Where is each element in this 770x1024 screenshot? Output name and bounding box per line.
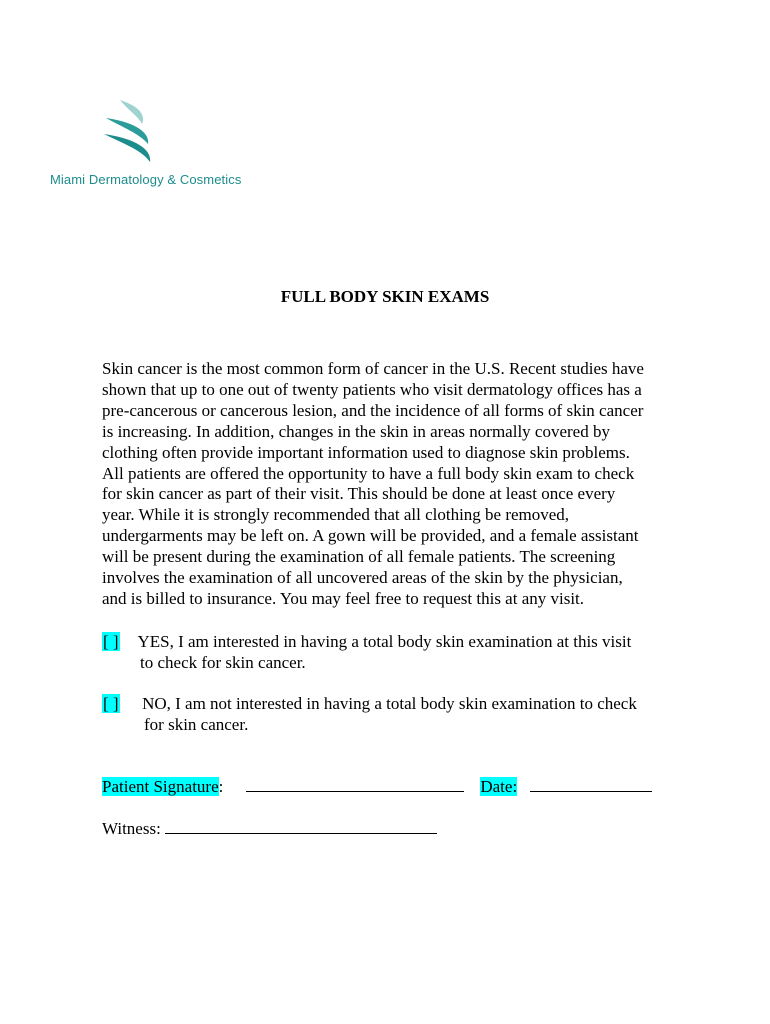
date-field[interactable] bbox=[530, 777, 652, 792]
no-option-text-cont: for skin cancer. bbox=[144, 715, 249, 734]
signature-row bbox=[102, 777, 652, 797]
yes-checkbox[interactable]: [ ] bbox=[103, 632, 119, 651]
paragraph-line: All patients are offered the opportunity to have a full body skin exam to check bbox=[102, 463, 635, 483]
paragraph-line: undergarments may be left on. A gown will be provided, and a female assistant bbox=[102, 526, 639, 546]
paragraph-line: Skin cancer is the most common form of cancer in the U.S. Recent studies have bbox=[102, 359, 644, 378]
paragraph-line: for skin cancer as part of their visit. This should be done at least once every bbox=[102, 484, 616, 504]
yes-option-text: YES, I am interested in having a total body skin examination at this visit bbox=[137, 632, 632, 651]
paragraph-line: will be present during the examination of all female patients. The screening bbox=[102, 547, 616, 567]
no-checkbox[interactable]: [ ] bbox=[103, 694, 119, 713]
clinic-logo bbox=[50, 96, 250, 206]
paragraph-line: shown that up to one out of twenty patients who visit dermatology offices has a bbox=[102, 379, 642, 399]
page-title: FULL BODY SKIN EXAMS bbox=[280, 287, 490, 306]
yes-option-text-cont: to check for skin cancer. bbox=[140, 653, 306, 672]
patient-signature-label: Patient Signature bbox=[102, 777, 219, 796]
witness-row bbox=[102, 819, 437, 839]
paragraph-line: year. While it is strongly recommended that all clothing be removed, bbox=[102, 505, 570, 525]
paragraph-line: pre-cancerous or cancerous lesion, and the incidence of all forms of skin cancer bbox=[102, 400, 644, 420]
consent-paragraph bbox=[102, 359, 672, 610]
witness-signature-field[interactable] bbox=[165, 819, 437, 834]
paragraph-line: clothing often provide important information used to diagnose skin problems. bbox=[102, 442, 630, 462]
witness-label: Witness: bbox=[102, 819, 161, 838]
option-no bbox=[102, 693, 637, 735]
no-option-text: NO, I am not interested in having a total body skin examination to check bbox=[142, 694, 637, 713]
paragraph-line: involves the examination of all uncovered areas of the skin by the physician, bbox=[102, 568, 623, 588]
paragraph-line: and is billed to insurance. You may feel free to request this at any visit. bbox=[102, 588, 585, 608]
option-yes bbox=[102, 631, 631, 673]
patient-signature-field[interactable] bbox=[246, 777, 464, 792]
signature-colon: : bbox=[218, 777, 224, 796]
clinic-name: Miami Dermatology & Cosmetics bbox=[50, 172, 242, 187]
paragraph-line: is increasing. In addition, changes in the skin in areas normally covered by bbox=[102, 421, 610, 441]
teal-wave-icon bbox=[98, 96, 162, 166]
date-label: Date: bbox=[480, 777, 518, 796]
